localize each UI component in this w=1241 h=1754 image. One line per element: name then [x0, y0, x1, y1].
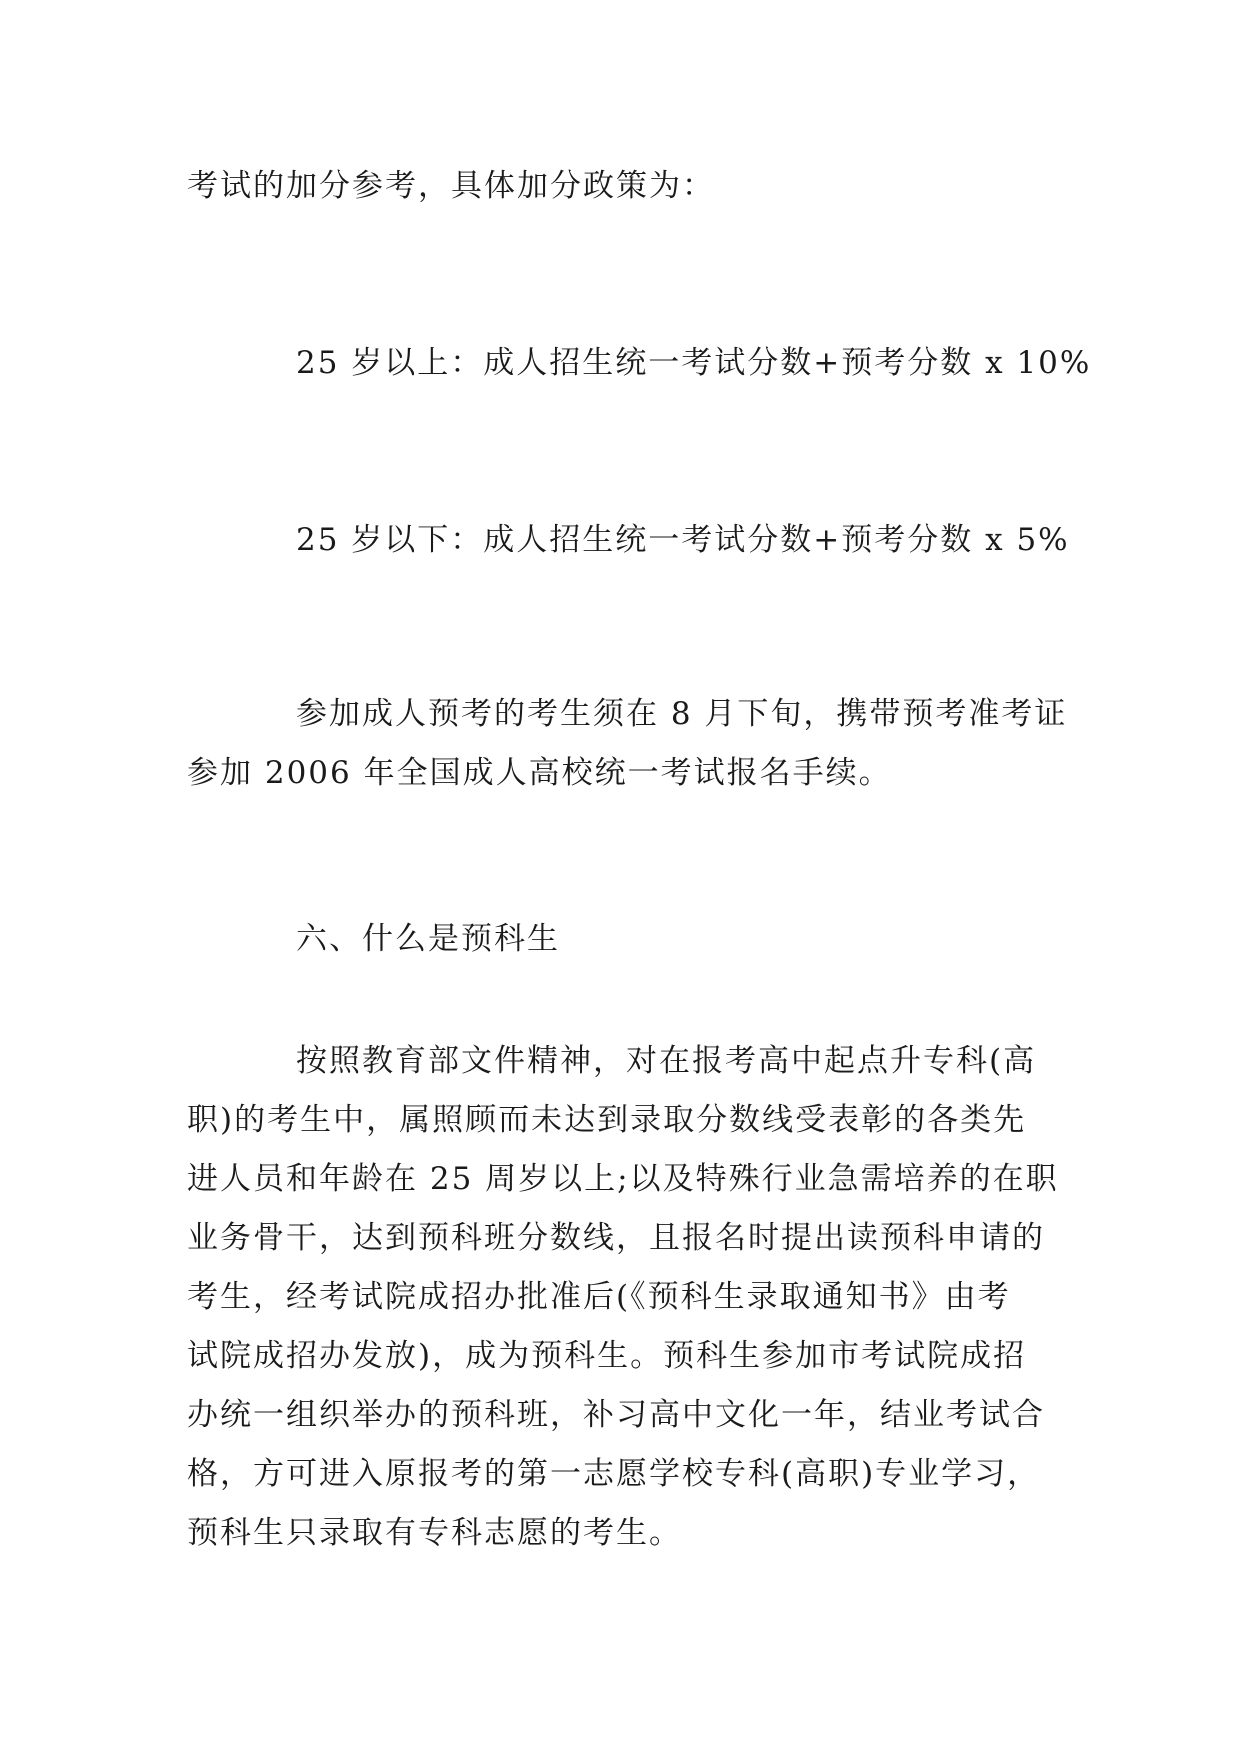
section-body-line-7: 办统一组织举办的预科班，补习高中文化一年，结业考试合 [187, 1397, 1045, 1433]
section-body-line-6: 试院成招办发放)，成为预科生。预科生参加市考试院成招 [187, 1338, 1027, 1374]
section-body-line-3: 进人员和年龄在 25 周岁以上;以及特殊行业急需培养的在职 [187, 1161, 1059, 1197]
registration-line-1: 参加成人预考的考生须在 8 月下旬，携带预考准考证 [296, 696, 1068, 732]
registration-paragraph [187, 685, 1068, 803]
section-body-paragraph [187, 1032, 1057, 1563]
registration-line-2: 参加 2006 年全国成人高校统一考试报名手续。 [187, 755, 892, 791]
intro-line: 考试的加分参考，具体加分政策为： [187, 168, 715, 204]
section-body-line-4: 业务骨干，达到预科班分数线，且报名时提出读预科申请的 [187, 1220, 1045, 1256]
policy-over-25: 25 岁以上：成人招生统一考试分数+预考分数 x 10% [296, 345, 1092, 381]
section-body-line-8: 格，方可进入原报考的第一志愿学校专科(高职)专业学习， [187, 1456, 1041, 1492]
section-body-line-2: 职)的考生中，属照顾而未达到录取分数线受表彰的各类先 [187, 1102, 1027, 1138]
policy-under-25: 25 岁以下：成人招生统一考试分数+预考分数 x 5% [296, 522, 1070, 558]
section-body-line-5: 考生，经考试院成招办批准后(《预科生录取通知书》由考 [187, 1279, 1011, 1315]
section-body-line-1: 按照教育部文件精神，对在报考高中起点升专科(高 [296, 1043, 1037, 1079]
section-heading: 六、什么是预科生 [296, 921, 560, 957]
section-body-line-9: 预科生只录取有专科志愿的考生。 [187, 1515, 682, 1551]
